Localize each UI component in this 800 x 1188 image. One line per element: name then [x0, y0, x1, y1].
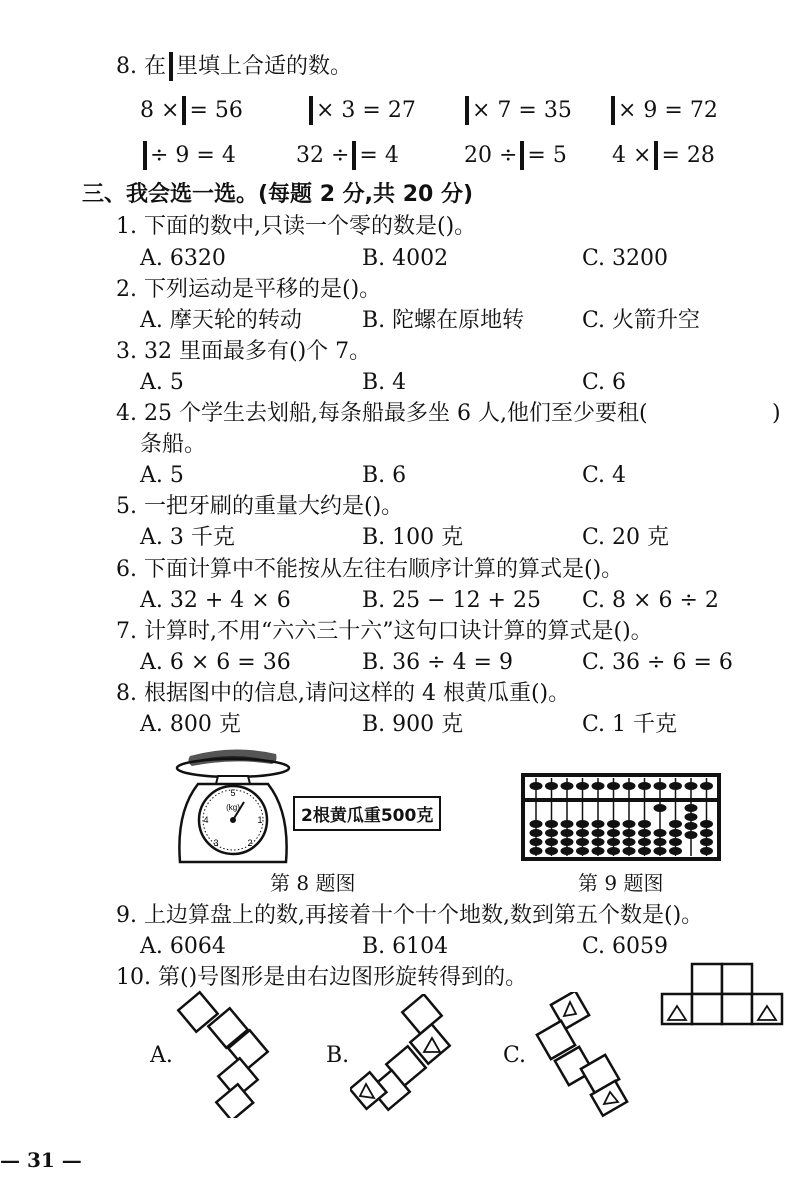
question-3: [116, 337, 371, 367]
option-a[interactable]: A. 3 千克: [140, 525, 235, 550]
answer-blank[interactable]: [716, 399, 776, 429]
abacus-bead: [545, 838, 558, 846]
abacus-bead: [530, 847, 543, 855]
expr-post: ÷ 9 = 4: [150, 143, 236, 168]
shape-option-b[interactable]: [350, 994, 460, 1120]
question-8: [116, 679, 570, 709]
option-b[interactable]: B. 4: [362, 370, 407, 395]
question-4-line2: 条船。: [140, 432, 207, 457]
scale-figure: [168, 742, 298, 866]
option-c[interactable]: C. 1 千克: [582, 712, 678, 737]
answer-box[interactable]: [465, 96, 469, 125]
abacus-bead: [607, 782, 620, 790]
abacus-bead: [561, 782, 574, 790]
abacus-bead: [592, 820, 605, 828]
abacus-bead: [654, 829, 667, 837]
question-stem: 3. 32 里面最多有(: [116, 339, 298, 364]
answer-box[interactable]: [143, 141, 147, 170]
question-stem-end: )。: [622, 619, 653, 644]
q8-row2-item3: [464, 141, 567, 171]
abacus-bead: [700, 829, 713, 837]
question-stem: 9. 上边算盘上的数,再接着十个十个地数,数到第五个数是(: [116, 903, 673, 928]
question-2: [116, 275, 381, 305]
expr-pre: 8 ×: [140, 98, 180, 123]
question-4: [116, 399, 648, 429]
abacus-bead: [700, 847, 713, 855]
abacus-bead: [685, 804, 698, 812]
question-5: [116, 492, 403, 522]
option-a[interactable]: A. 6 × 6 = 36: [140, 650, 291, 675]
question-stem-end: )。: [592, 557, 624, 582]
abacus-bead: [654, 838, 667, 846]
answer-box-sample: [169, 52, 173, 81]
abacus-bead: [545, 847, 558, 855]
abacus-bead: [530, 829, 543, 837]
option-b[interactable]: B. 900 克: [362, 712, 464, 737]
abacus-bead: [623, 829, 636, 837]
question-stem: 7. 计算时,不用“六六三十六”这句口诀计算的算式是(: [116, 619, 623, 644]
abacus-bead: [576, 838, 589, 846]
abacus-bead: [545, 820, 558, 828]
option-c[interactable]: C. 20 克: [582, 525, 670, 550]
question-stem-end: )号图形是由右边图形旋转得到的。: [188, 965, 528, 990]
abacus-bead: [592, 847, 605, 855]
abacus-bead: [638, 838, 651, 846]
option-c[interactable]: C. 3200: [582, 246, 669, 271]
reference-shape: [660, 962, 786, 1028]
option-a[interactable]: A. 800 克: [140, 712, 241, 737]
question-stem-end: )。: [539, 681, 571, 706]
abacus-bead: [545, 782, 558, 790]
option-b[interactable]: B. 36 ÷ 4 = 9: [362, 650, 513, 675]
q8-row1-item1: [140, 96, 243, 126]
q8-title-rest: 里填上合适的数。: [175, 54, 352, 79]
question-stem-end: )。: [350, 277, 382, 302]
option-c[interactable]: C. 6: [582, 370, 627, 395]
q8-row2-item1: [140, 141, 236, 171]
dial-number: 1: [257, 815, 263, 825]
question-stem: 5. 一把牙刷的重量大约是(: [116, 494, 373, 519]
question-stem-end: )。: [372, 494, 404, 519]
q8-row1-item3: [462, 96, 572, 126]
shape-option-c[interactable]: [526, 992, 636, 1118]
shape-option-c-label[interactable]: C.: [503, 1043, 527, 1068]
abacus-bead: [654, 804, 667, 812]
expr-pre: 20 ÷: [464, 143, 518, 168]
answer-box[interactable]: [654, 141, 658, 170]
expr-post: × 3 = 27: [316, 98, 416, 123]
abacus-bead: [669, 838, 682, 846]
abacus-bead: [685, 813, 698, 821]
expr-post: × 7 = 35: [472, 98, 572, 123]
abacus-bead: [530, 838, 543, 846]
option-b[interactable]: B. 4002: [362, 246, 449, 271]
question-stem: 4. 25 个学生去划船,每条船最多坐 6 人,他们至少要租(: [116, 401, 648, 426]
abacus-bead: [685, 831, 698, 839]
abacus-bead: [669, 829, 682, 837]
abacus-bead: [654, 782, 667, 790]
abacus-bead: [607, 838, 620, 846]
question-9: [116, 901, 703, 931]
question-stem-end: )。: [445, 214, 477, 239]
option-b[interactable]: B. 100 克: [362, 525, 464, 550]
abacus-bead: [638, 820, 651, 828]
abacus-bead: [654, 847, 667, 855]
option-a[interactable]: A. 6064: [140, 934, 226, 959]
expr-post: = 4: [359, 143, 399, 168]
abacus-bead: [576, 782, 589, 790]
option-c[interactable]: C. 火箭升空: [582, 308, 701, 333]
abacus-bead: [592, 838, 605, 846]
abacus-bead: [623, 847, 636, 855]
expr-post: = 5: [527, 143, 567, 168]
question-stem: 10. 第(: [116, 965, 189, 990]
abacus-bead: [669, 782, 682, 790]
abacus-figure: [520, 772, 722, 862]
shape-option-a[interactable]: [176, 986, 286, 1118]
expr-post: = 56: [189, 98, 243, 123]
option-a[interactable]: A. 6320: [140, 246, 226, 271]
option-c[interactable]: C. 4: [582, 463, 627, 488]
abacus-bead: [592, 829, 605, 837]
shape-option-a-label[interactable]: A.: [150, 1043, 173, 1068]
option-c[interactable]: C. 8 × 6 ÷ 2: [582, 588, 719, 613]
abacus-bead: [638, 782, 651, 790]
answer-box[interactable]: [352, 141, 356, 170]
abacus-bead: [700, 838, 713, 846]
abacus-bead: [545, 829, 558, 837]
question-stem-end: )个 7。: [297, 339, 372, 364]
option-b[interactable]: B. 25 − 12 + 25: [362, 588, 541, 613]
abacus-bead: [607, 847, 620, 855]
abacus-bead: [561, 820, 574, 828]
abacus-bead: [700, 820, 713, 828]
q8-row1-item2: [306, 96, 416, 126]
answer-box[interactable]: [520, 141, 524, 170]
q8-row2-item2: [296, 141, 399, 171]
option-b[interactable]: B. 陀螺在原地转: [362, 308, 525, 333]
abacus-bead: [700, 782, 713, 790]
abacus-bead: [638, 829, 651, 837]
dial-number: 5: [230, 788, 236, 798]
section-heading: 三、我会选一选。(每题 2 分,共 20 分): [82, 182, 474, 207]
abacus-bead: [623, 820, 636, 828]
question-7: [116, 617, 653, 647]
answer-box[interactable]: [611, 96, 615, 125]
option-a[interactable]: A. 摩天轮的转动: [140, 308, 302, 333]
abacus-bead: [530, 782, 543, 790]
scale-info-label: 2根黄瓜重500克: [293, 796, 441, 831]
question-6: [116, 555, 623, 585]
dial-number: 2: [247, 838, 253, 848]
expr-pre: 4 ×: [612, 143, 652, 168]
option-a[interactable]: A. 5: [140, 463, 184, 488]
scale-tray: [177, 759, 289, 777]
question-4-close: ): [772, 401, 781, 426]
abacus-bead: [623, 782, 636, 790]
abacus-bead: [561, 847, 574, 855]
question-stem: 1. 下面的数中,只读一个零的数是(: [116, 214, 446, 239]
expr-post: = 28: [661, 143, 715, 168]
abacus-bead: [592, 782, 605, 790]
q8-title-num: 8. 在: [116, 54, 166, 79]
abacus-bead: [607, 820, 620, 828]
dial-number: 3: [213, 838, 219, 848]
expr-post: × 9 = 72: [618, 98, 718, 123]
q8-title: [116, 52, 352, 82]
answer-box[interactable]: [182, 96, 186, 125]
abacus-bead: [685, 782, 698, 790]
option-a[interactable]: A. 32 + 4 × 6: [140, 588, 291, 613]
option-c[interactable]: C. 6059: [582, 934, 669, 959]
page-number: — 31 —: [0, 1148, 82, 1172]
abacus-bead: [685, 822, 698, 830]
option-c[interactable]: C. 36 ÷ 6 = 6: [582, 650, 733, 675]
abacus-bead: [530, 820, 543, 828]
abacus-bead: [561, 838, 574, 846]
dial-number: 4: [203, 815, 209, 825]
question-stem: 6. 下面计算中不能按从左往右顺序计算的算式是(: [116, 557, 593, 582]
question-1: [116, 212, 476, 242]
option-b[interactable]: B. 6: [362, 463, 407, 488]
shape-option-b-label[interactable]: B.: [326, 1043, 350, 1068]
question-stem: 2. 下列运动是平移的是(: [116, 277, 351, 302]
abacus-bead: [623, 838, 636, 846]
abacus-bead: [561, 829, 574, 837]
abacus-bead: [576, 820, 589, 828]
option-a[interactable]: A. 5: [140, 370, 184, 395]
q8-row2-item4: [612, 141, 715, 171]
expr-pre: 32 ÷: [296, 143, 350, 168]
abacus-bead: [638, 847, 651, 855]
option-b[interactable]: B. 6104: [362, 934, 449, 959]
dial-unit: (kg): [226, 803, 240, 812]
abacus-bead: [576, 847, 589, 855]
answer-box[interactable]: [309, 96, 313, 125]
abacus-bead: [607, 829, 620, 837]
abacus-bead: [669, 847, 682, 855]
abacus-bead: [669, 820, 682, 828]
q8-row1-item4: [608, 96, 718, 126]
figure-9-caption: 第 9 题图: [578, 871, 664, 895]
abacus-bead: [576, 829, 589, 837]
question-stem: 8. 根据图中的信息,请问这样的 4 根黄瓜重(: [116, 681, 540, 706]
figure-8-caption: 第 8 题图: [270, 871, 356, 895]
question-stem-end: )。: [672, 903, 704, 928]
